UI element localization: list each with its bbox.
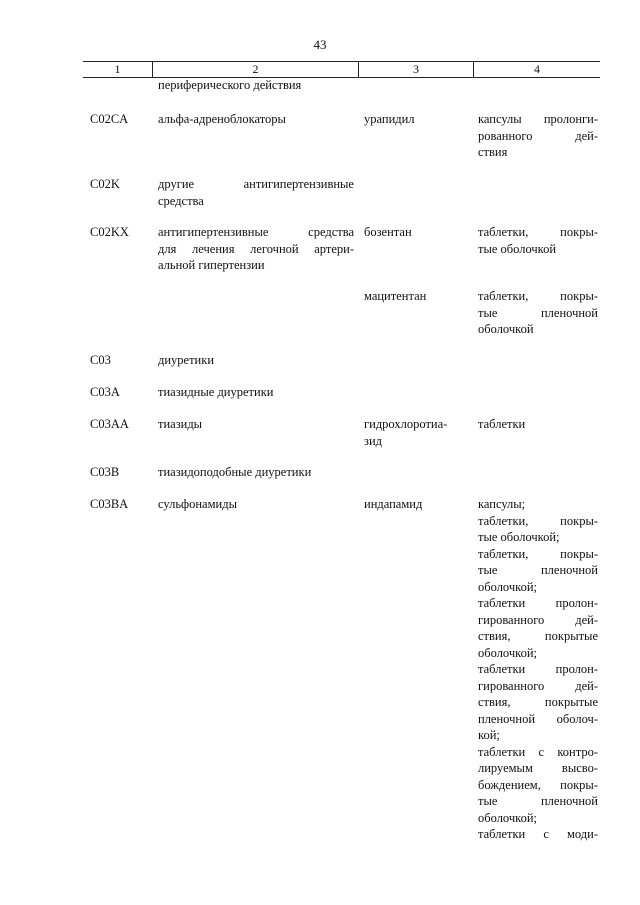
form-line: таблетки пролон- <box>478 662 598 676</box>
form-line: бождением, покры- <box>478 777 598 792</box>
drug-line: гидрохлоротиа- <box>364 417 448 431</box>
form-line: таблетки, покры- <box>478 513 598 528</box>
atc-code: C03A <box>90 385 120 399</box>
form-line: рованного дей- <box>478 128 598 143</box>
form-line: капсулы; <box>478 497 526 511</box>
form-line: таблетки пролон- <box>478 596 598 610</box>
dosage-form <box>478 111 598 161</box>
form-line: таблетки с контро- <box>478 744 598 759</box>
atc-code: C02KX <box>90 225 129 239</box>
form-line: оболочкой; <box>478 810 537 825</box>
form-line: пленочной оболоч- <box>478 711 598 726</box>
form-line: таблетки, покры- <box>478 225 598 239</box>
name-line: для лечения легочной артери- <box>158 241 354 256</box>
dosage-form: таблетки <box>478 417 526 431</box>
form-line: кой; <box>478 728 500 742</box>
group-name: тиазидоподобные диуретики <box>158 465 312 479</box>
drug-name <box>364 416 464 449</box>
atc-code: C02CA <box>90 112 129 126</box>
form-line: тые пленочной <box>478 563 598 577</box>
drug-name: индапамид <box>364 497 423 511</box>
form-line: капсулы пролонги- <box>478 112 598 126</box>
group-name <box>158 176 354 209</box>
form-line: тые оболочкой <box>478 241 557 256</box>
page-number: 43 <box>313 37 327 52</box>
drug-line: зид <box>364 433 382 448</box>
form-line: ствия, покрытые <box>478 629 598 643</box>
atc-code: C03 <box>90 353 111 367</box>
atc-code: C03B <box>90 465 120 479</box>
name-line: средства <box>158 193 204 208</box>
name-line: альной гипертензии <box>158 258 265 272</box>
header-col-3: 3 <box>413 62 419 76</box>
form-line: таблетки, покры- <box>478 289 598 303</box>
header-col-4: 4 <box>534 62 540 76</box>
form-line: оболочкой; <box>478 579 537 594</box>
group-name: альфа-адреноблокаторы <box>158 112 286 126</box>
form-line: тые пленочной <box>478 794 598 808</box>
dosage-form <box>478 224 598 257</box>
dosage-form <box>478 288 598 338</box>
dosage-form <box>478 496 598 843</box>
name-line: антигипертензивные средства <box>158 225 354 239</box>
atc-code: C03BA <box>90 497 129 511</box>
form-line: таблетки, покры- <box>478 546 598 561</box>
group-name: диуретики <box>158 353 215 367</box>
form-line: оболочкой; <box>478 645 537 660</box>
form-line: тые пленочной <box>478 305 598 320</box>
group-name <box>158 224 354 274</box>
atc-code: C03AA <box>90 417 129 431</box>
drug-name: урапидил <box>364 112 415 126</box>
form-line: гированного дей- <box>478 678 598 693</box>
form-line: ствия <box>478 145 508 159</box>
atc-code: C02K <box>90 177 120 191</box>
group-name: тиазиды <box>158 417 203 431</box>
continuation-text: периферического действия <box>158 78 302 92</box>
form-line: таблетки с моди- <box>478 827 598 841</box>
group-name: сульфонамиды <box>158 497 237 511</box>
drug-name: мацитентан <box>364 289 427 303</box>
name-line: другие антигипертензивные <box>158 177 354 191</box>
form-line: гированного дей- <box>478 612 598 627</box>
table-header <box>83 61 600 78</box>
drug-name: бозентан <box>364 225 412 239</box>
header-col-2: 2 <box>252 62 259 76</box>
form-line: оболочкой <box>478 322 534 336</box>
group-name: тиазидные диуретики <box>158 385 274 399</box>
form-line: ствия, покрытые <box>478 695 598 709</box>
form-line: тые оболочкой; <box>478 530 560 544</box>
form-line: лируемым высво- <box>478 761 598 775</box>
header-col-1: 1 <box>114 62 121 76</box>
